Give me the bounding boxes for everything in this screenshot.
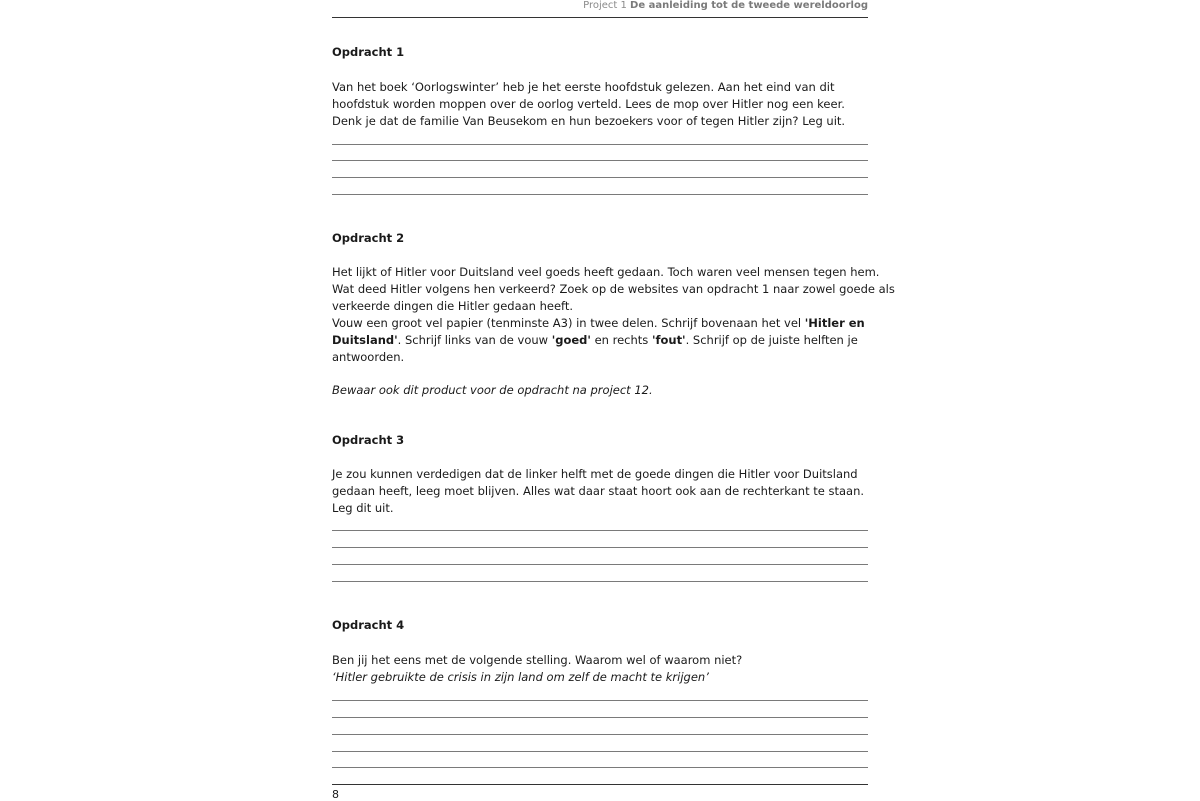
exercise-1-line-3: Denk je dat de familie Van Beusekom en hun bezoekers voor of tegen Hitler zijn? Leg uit. — [332, 114, 846, 128]
exercise-1-title: Opdracht 1 — [332, 45, 405, 59]
exercise-2-line-6: antwoorden. — [332, 350, 405, 364]
exercise-2-line-4 — [332, 315, 868, 332]
exercise-3-line-1: Je zou kunnen verdedigen dat de linker helft met de goede dingen die Hitler voor Duitsland — [332, 467, 858, 481]
worksheet-page — [332, 0, 895, 801]
exercise-4-title: Opdracht 4 — [332, 618, 405, 632]
answer-line — [332, 751, 868, 752]
exercise-1-line-2: hoofdstuk worden moppen over de oorlog verteld. Lees de mop over Hitler nog een keer. — [332, 97, 845, 111]
exercise-2-note — [332, 382, 868, 399]
answer-line — [332, 564, 868, 565]
exercise-2-line-3: verkeerde dingen die Hitler gedaan heeft. — [332, 299, 574, 313]
exercise-3-text — [332, 466, 868, 517]
exercise-4-text — [332, 652, 868, 686]
exercise-2-goed-label: 'goed' — [551, 333, 591, 347]
exercise-3-line-3: Leg dit uit. — [332, 501, 394, 515]
exercise-2-note-text: Bewaar ook dit product voor de opdracht na project 12. — [332, 383, 653, 397]
header-divider — [332, 17, 868, 18]
exercise-2-title: Opdracht 2 — [332, 231, 405, 245]
exercise-2-text — [332, 264, 895, 366]
answer-line — [332, 767, 868, 768]
answer-line — [332, 547, 868, 548]
answer-line — [332, 144, 868, 145]
answer-line — [332, 734, 868, 735]
exercise-2-sheet-title-part-2: Duitsland' — [332, 333, 398, 347]
answer-line — [332, 160, 868, 161]
exercise-4-statement: ‘Hitler gebruikte de crisis in zijn land om zelf de macht te krijgen’ — [332, 670, 709, 684]
exercise-2-line-4-text: Vouw een groot vel papier (tenminste A3) in twee delen. Schrijf bovenaan het vel — [332, 316, 805, 330]
exercise-2-fout-label: 'fout' — [651, 333, 686, 347]
exercise-2-line-5 — [332, 332, 868, 349]
answer-line — [332, 530, 868, 531]
exercise-1-line-1: Van het boek ‘Oorlogswinter’ heb je het eerste hoofdstuk gelezen. Aan het eind van dit — [332, 80, 835, 94]
exercise-2-sheet-title-part-1: 'Hitler en — [804, 316, 865, 330]
exercise-4-line-1: Ben jij het eens met de volgende stelling. Waarom wel of waarom niet? — [332, 653, 743, 667]
answer-line — [332, 717, 868, 718]
exercise-2-line-5-text-2: en rechts — [590, 333, 652, 347]
exercise-2-line-2: Wat deed Hitler volgens hen verkeerd? Zoek op de websites van opdracht 1 naar zowel goede als — [332, 282, 895, 296]
exercise-3-line-2: gedaan heeft, leeg moet blijven. Alles wat daar staat hoort ook aan de rechterkant te staan. — [332, 484, 865, 498]
header-project-title: De aanleiding tot de tweede wereldoorlog — [630, 0, 868, 11]
answer-line — [332, 194, 868, 195]
page-header — [583, 0, 868, 11]
exercise-3-title: Opdracht 3 — [332, 433, 405, 447]
answer-line — [332, 581, 868, 582]
exercise-1-text — [332, 79, 868, 130]
exercise-2-line-5-text-3: . Schrijf op de juiste helften je — [685, 333, 858, 347]
exercise-2-line-5-text-1: . Schrijf links van de vouw — [397, 333, 552, 347]
exercise-2-line-1: Het lijkt of Hitler voor Duitsland veel goeds heeft gedaan. Toch waren veel mensen tegen hem. — [332, 265, 880, 279]
answer-line — [332, 177, 868, 178]
answer-line — [332, 700, 868, 701]
footer-divider — [332, 784, 868, 785]
page-number: 8 — [332, 788, 339, 801]
header-project-label: Project 1 — [583, 0, 627, 11]
